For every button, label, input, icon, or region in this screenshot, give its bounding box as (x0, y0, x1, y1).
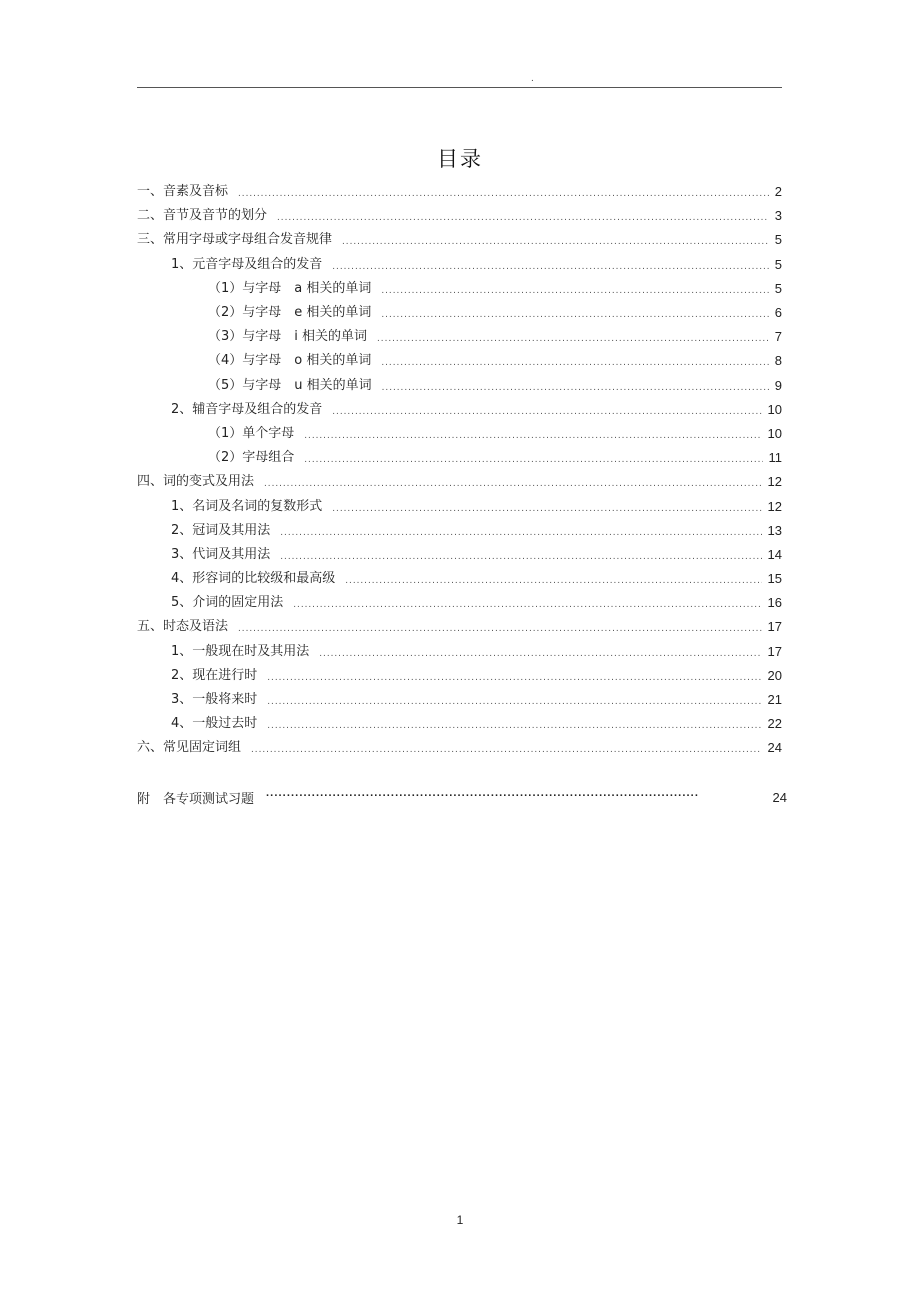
toc-entry-page: 17 (767, 619, 782, 635)
toc-entry-page: 5 (774, 280, 782, 296)
toc-entry-label: 1、一般现在时及其用法 (171, 643, 310, 659)
toc-entry[interactable] (137, 301, 782, 325)
toc-leader-dots (332, 406, 761, 418)
toc-entry-label: （2）字母组合 (208, 450, 295, 466)
toc-leader-dots (280, 551, 761, 563)
toc-entry[interactable] (137, 640, 782, 664)
toc-entry-label: 1、元音字母及组合的发音 (171, 256, 323, 272)
toc-entry[interactable] (137, 325, 782, 349)
toc-entry-label: （1）单个字母 (208, 425, 295, 441)
toc-entry-page: 9 (774, 377, 782, 393)
toc-entry-label: （2）与字母 e 相关的单词 (208, 305, 372, 321)
toc-leader-dots (319, 648, 761, 660)
header-rule (137, 87, 782, 88)
toc-entry[interactable] (137, 688, 782, 712)
toc-leader-dots (293, 599, 761, 611)
toc-leader-dots (238, 188, 769, 200)
toc-appendix-page: 24 (772, 789, 787, 805)
toc-entry[interactable] (137, 180, 782, 204)
toc-entry-page: 6 (774, 305, 782, 321)
table-of-contents (137, 180, 782, 761)
toc-entry-label: 4、一般过去时 (171, 716, 258, 732)
toc-entry-label: 二、音节及音节的划分 (137, 208, 268, 224)
toc-leader-dots (342, 236, 769, 248)
toc-entry-label: 三、常用字母或字母组合发音规律 (137, 232, 333, 248)
toc-entry-page: 24 (767, 740, 782, 756)
toc-entry-page: 7 (774, 329, 782, 345)
toc-leader-dots (238, 623, 762, 635)
toc-leader-dots (381, 309, 768, 321)
toc-entry-page: 5 (774, 256, 782, 272)
toc-entry-page: 15 (767, 571, 782, 587)
toc-entry-label: 一、音素及音标 (137, 184, 229, 200)
toc-entry-label: 六、常见固定词组 (137, 740, 242, 756)
toc-entry-page: 10 (767, 425, 782, 441)
toc-entry[interactable] (137, 543, 782, 567)
toc-entry-label: （4）与字母 o 相关的单词 (208, 353, 372, 369)
page-title: 目录 (437, 147, 483, 171)
toc-leader-dots (332, 503, 761, 515)
header-mark: . (531, 73, 534, 84)
toc-leader-dots (280, 527, 761, 539)
toc-entry[interactable] (137, 712, 782, 736)
toc-leader-dots (381, 285, 768, 297)
toc-leader-dots (304, 430, 761, 442)
toc-entry-page: 12 (767, 498, 782, 514)
toc-appendix-label: 附 各专项测试习题 (137, 791, 255, 807)
toc-leader-dots (345, 575, 761, 587)
toc-entry-page: 5 (774, 232, 782, 248)
toc-leader-dots (266, 790, 698, 802)
toc-entry-page: 14 (767, 546, 782, 562)
toc-entry[interactable] (137, 591, 782, 615)
toc-leader-dots (304, 454, 762, 466)
toc-entry[interactable] (137, 277, 782, 301)
toc-entry-page: 2 (774, 184, 782, 200)
toc-entry-label: 5、介词的固定用法 (171, 595, 284, 611)
toc-entry-page: 8 (774, 353, 782, 369)
toc-entry-page: 10 (767, 401, 782, 417)
toc-entry-label: 四、词的变式及用法 (137, 474, 255, 490)
toc-entry-page: 22 (767, 716, 782, 732)
toc-appendix-entry[interactable] (137, 786, 787, 808)
toc-entry-label: 3、一般将来时 (171, 692, 258, 708)
toc-entry[interactable] (137, 374, 782, 398)
toc-entry[interactable] (137, 398, 782, 422)
toc-entry[interactable] (137, 253, 782, 277)
toc-entry[interactable] (137, 204, 782, 228)
toc-entry-label: 2、辅音字母及组合的发音 (171, 401, 323, 417)
toc-entry[interactable] (137, 664, 782, 688)
toc-entry[interactable] (137, 470, 782, 494)
toc-leader-dots (264, 478, 762, 490)
toc-entry-label: 3、代词及其用法 (171, 546, 271, 562)
toc-entry-label: 2、现在进行时 (171, 667, 258, 683)
toc-entry[interactable] (137, 494, 782, 518)
toc-entry-label: 五、时态及语法 (137, 619, 229, 635)
toc-leader-dots (381, 357, 768, 369)
toc-entry-label: （5）与字母 u 相关的单词 (208, 377, 372, 393)
toc-leader-dots (267, 672, 761, 684)
toc-entry-label: （3）与字母 i 相关的单词 (208, 329, 368, 345)
toc-leader-dots (251, 744, 762, 756)
toc-entry-page: 11 (768, 450, 782, 466)
toc-entry-label: （1）与字母 a 相关的单词 (208, 280, 372, 296)
toc-entry-label: 1、名词及名词的复数形式 (171, 498, 323, 514)
toc-entry-page: 13 (767, 522, 782, 538)
toc-leader-dots (377, 333, 769, 345)
toc-entry-page: 20 (767, 667, 782, 683)
toc-leader-dots (382, 382, 769, 394)
toc-entry-page: 21 (767, 692, 782, 708)
toc-entry-label: 4、形容词的比较级和最高级 (171, 571, 336, 587)
toc-entry[interactable] (137, 519, 782, 543)
toc-entry-page: 12 (767, 474, 782, 490)
toc-entry-label: 2、冠词及其用法 (171, 522, 271, 538)
toc-entry[interactable] (137, 349, 782, 373)
toc-entry[interactable] (137, 422, 782, 446)
toc-leader-dots (277, 212, 769, 224)
toc-entry-page: 17 (767, 643, 782, 659)
toc-entry[interactable] (137, 446, 782, 470)
toc-entry-page: 3 (774, 208, 782, 224)
toc-entry-page: 16 (767, 595, 782, 611)
toc-leader-dots (332, 261, 768, 273)
toc-leader-dots (267, 720, 761, 732)
toc-entry[interactable] (137, 736, 782, 760)
toc-entry[interactable] (137, 615, 782, 639)
page-number: 1 (456, 1213, 464, 1227)
toc-entry[interactable] (137, 567, 782, 591)
toc-entry[interactable] (137, 228, 782, 252)
toc-leader-dots (267, 696, 761, 708)
